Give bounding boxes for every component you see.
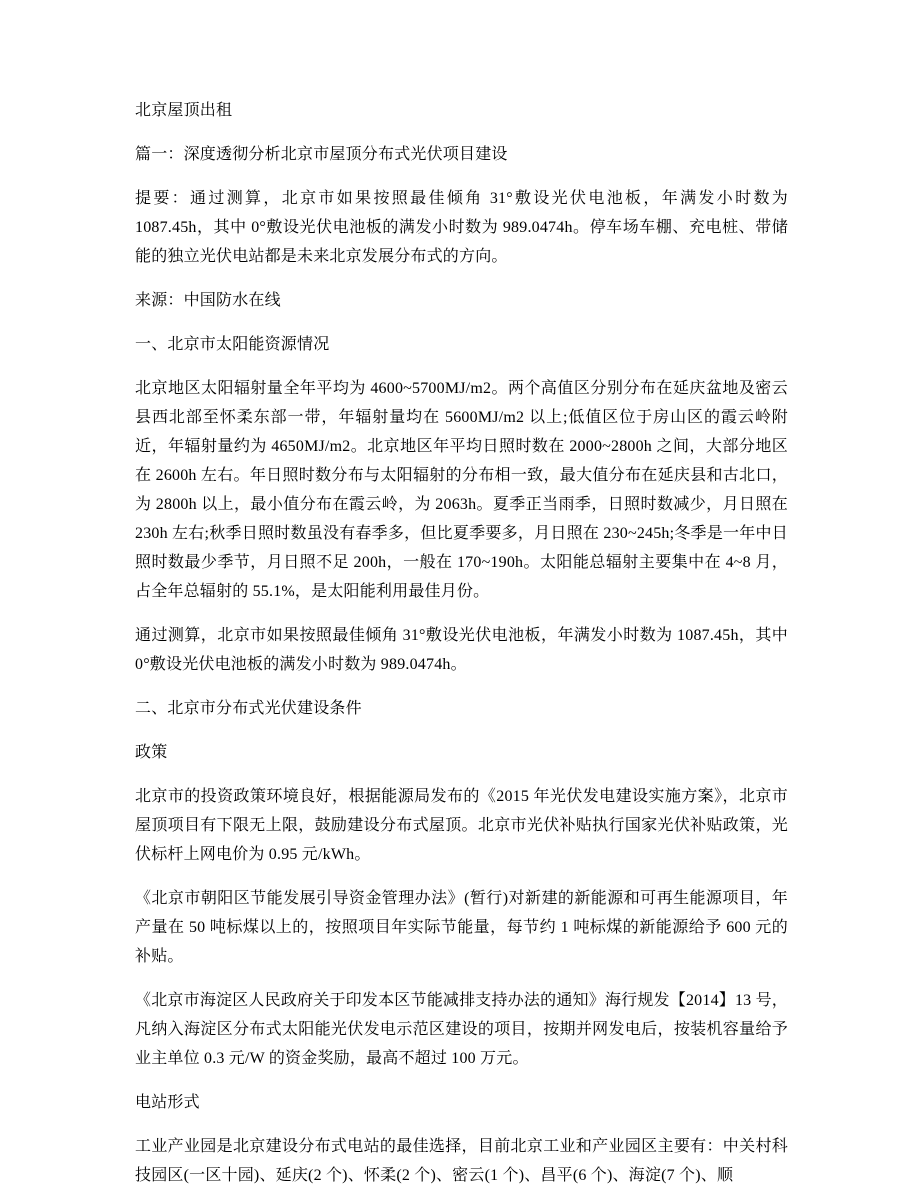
body-paragraph-policy-1: 北京市的投资政策环境良好，根据能源局发布的《2015 年光伏发电建设实施方案》，北京市屋顶项目有下限无上限，鼓励建设分布式屋顶。北京市光伏补贴执行国家光伏补贴政策，光伏标杆上网电价为 0.95 元/kWh。 (135, 788, 788, 863)
body-paragraph-solar-resource: 北京地区太阳辐射量全年平均为 4600~5700MJ/m2。两个高值区分别分布在延庆盆地及密云县西北部至怀柔东部一带，年辐射量均在 5600MJ/m2 以上;低值区位于房山区的霞云岭附近，年辐射量约为 4650MJ/m2。北京地区年平均日照时数在 2000~2800h 之间，大部分地区在 2600h 左右。年日照时数分布与太阳辐射的分布相一致，最大值分布在延庆县和古北口，为 2800h 以上，最小值分布在霞云岭，为 2063h。夏季正当雨季，日照时数减少，月日照在 230h 左右;秋季日照时数虽没有春季多，但比夏季要多，月日照在 230~245h;冬季是一年中日照时数最少季节，月日照不足 200h，一般在 170~190h。太阳能总辐射主要集中在 4~8 月，占全年总辐射的 55.1%，是太阳能利用最佳月份。 (135, 380, 788, 600)
body-paragraph-calculation: 通过测算，北京市如果按照最佳倾角 31°敷设光伏电池板，年满发小时数为 1087.45h，其中 0°敷设光伏电池板的满发小时数为 989.0474h。 (135, 627, 788, 673)
source-line: 来源：中国防水在线 (135, 292, 281, 309)
body-paragraph-policy-3: 《北京市海淀区人民政府关于印发本区节能减排支持办法的通知》海行规发【2014】13 号，凡纳入海淀区分布式太阳能光伏发电示范区建设的项目，按期并网发电后，按装机容量给予业主单位 0.3 元/W 的资金奖励，最高不超过 100 万元。 (135, 992, 788, 1067)
subsection-heading-policy: 政策 (135, 744, 168, 761)
document-title: 北京屋顶出租 (135, 102, 233, 119)
body-paragraph-policy-2: 《北京市朝阳区节能发展引导资金管理办法》(暂行)对新建的新能源和可再生能源项目，年产量在 50 吨标煤以上的，按照项目年实际节能量，每节约 1 吨标煤的新能源给予 600 元的补贴。 (135, 890, 788, 965)
article-heading: 篇一：深度透彻分析北京市屋顶分布式光伏项目建设 (135, 146, 508, 163)
body-paragraph-industrial-parks: 工业产业园是北京建设分布式电站的最佳选择，目前北京工业和产业园区主要有：中关村科技园区(一区十园)、延庆(2 个)、怀柔(2 个)、密云(1 个)、昌平(6 个)、海淀(7 个)、顺 (135, 1138, 788, 1184)
abstract-paragraph: 提要：通过测算，北京市如果按照最佳倾角 31°敷设光伏电池板，年满发小时数为 1087.45h，其中 0°敷设光伏电池板的满发小时数为 989.0474h。停车场车棚、充电桩、带储能的独立光伏电站都是未来北京发展分布式的方向。 (135, 190, 788, 265)
section-1-heading: 一、北京市太阳能资源情况 (135, 336, 330, 353)
subsection-heading-station-type: 电站形式 (135, 1094, 200, 1111)
section-2-heading: 二、北京市分布式光伏建设条件 (135, 700, 362, 717)
